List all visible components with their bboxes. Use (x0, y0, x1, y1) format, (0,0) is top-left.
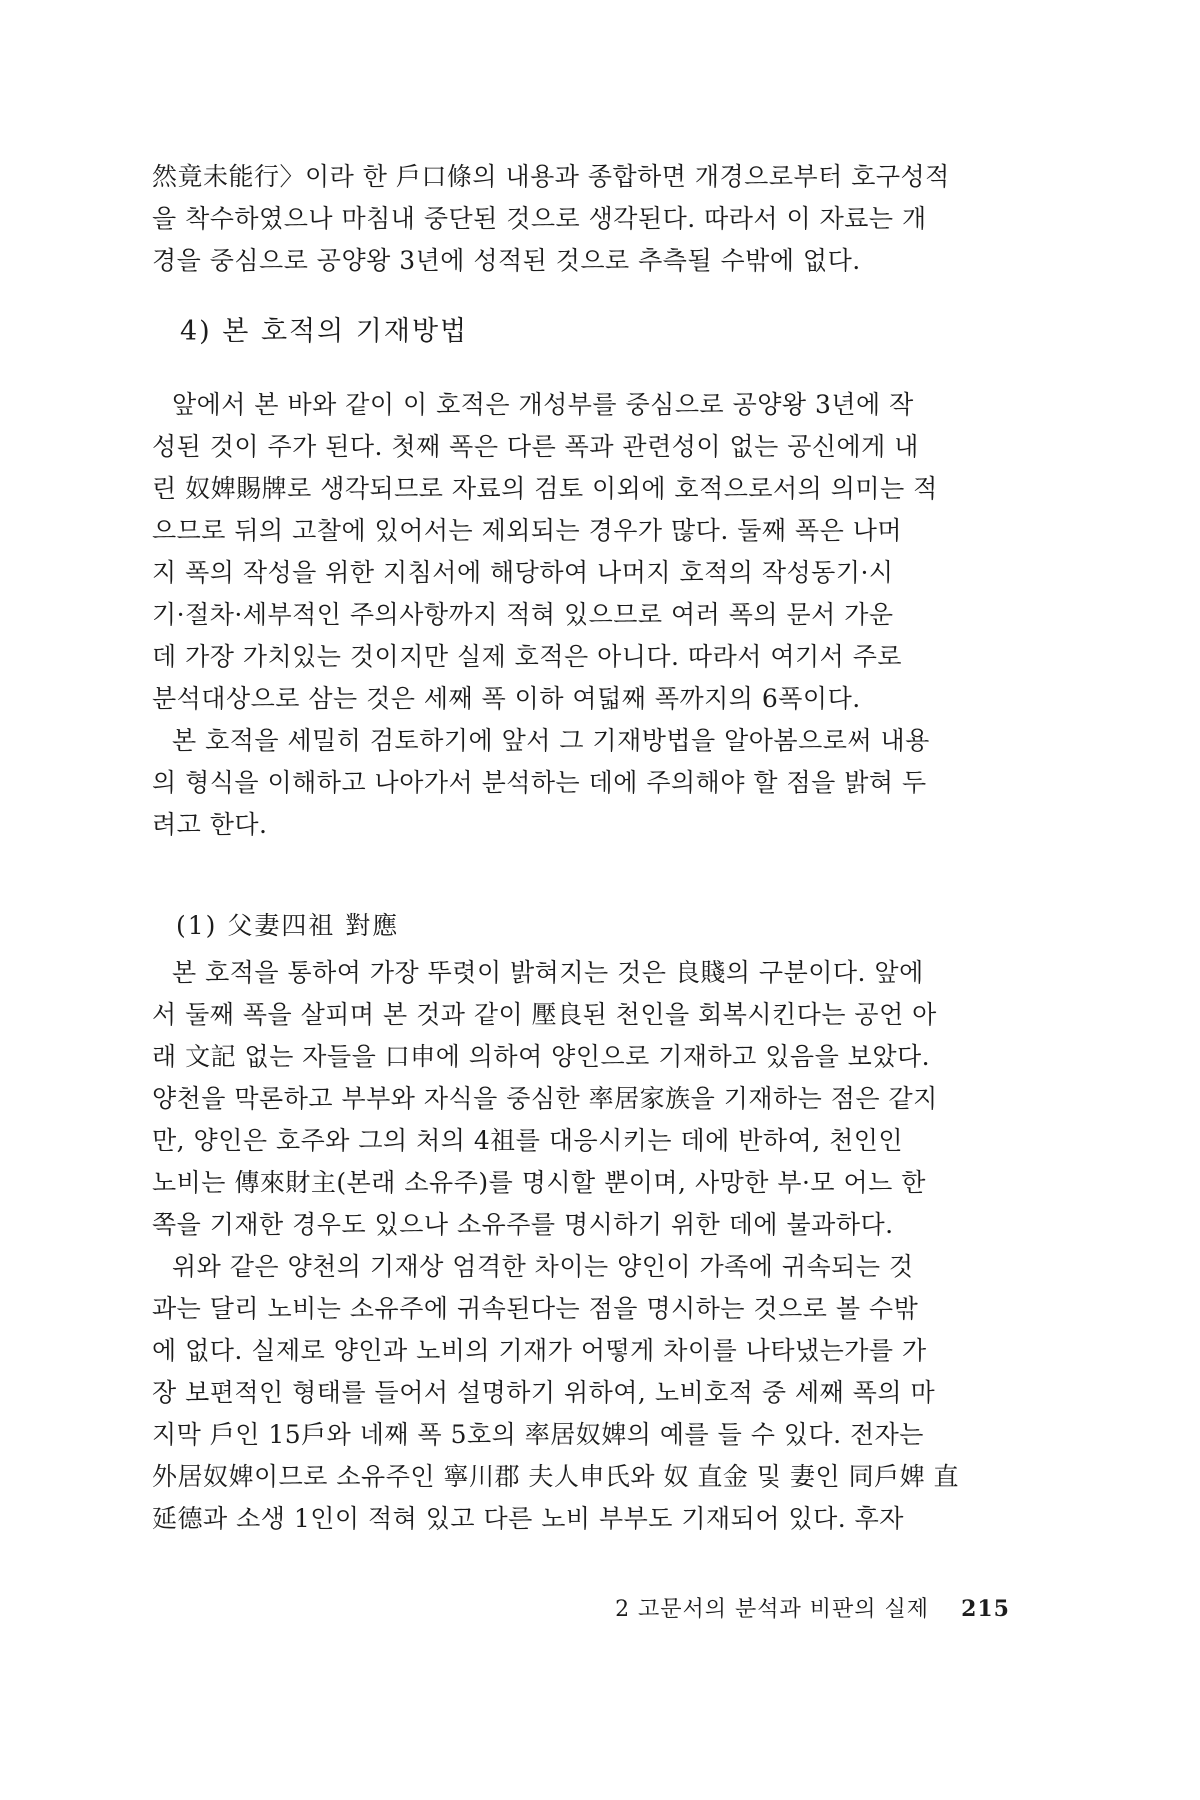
text-line: 려고 한다. (152, 810, 268, 839)
text-line: 앞에서 본 바와 같이 이 호적은 개성부를 중심으로 공양왕 3년에 작 (172, 390, 914, 419)
subsection-heading-block (176, 906, 1056, 946)
section-heading-block (180, 312, 1060, 352)
section-paragraph-2 (152, 720, 1032, 846)
text-line: 본 호적을 통하여 가장 뚜렷이 밝혀지는 것은 良賤의 구분이다. 앞에 (172, 958, 924, 987)
text-line: 위와 같은 양천의 기재상 엄격한 차이는 양인이 가족에 귀속되는 것 (172, 1252, 914, 1281)
text-line: 린 奴婢賜牌로 생각되므로 자료의 검토 이외에 호적으로서의 의미는 적 (152, 474, 938, 503)
text-line: 의 형식을 이해하고 나아가서 분석하는 데에 주의해야 할 점을 밝혀 두 (152, 768, 927, 797)
text-line: 延德과 소생 1인이 적혀 있고 다른 노비 부부도 기재되어 있다. 후자 (152, 1504, 904, 1533)
running-title: 2 고문서의 분석과 비판의 실제 (615, 1597, 930, 1622)
text-line: 서 둘째 폭을 살피며 본 것과 같이 壓良된 천인을 회복시킨다는 공언 아 (152, 1000, 937, 1029)
text-line: 성된 것이 주가 된다. 첫째 폭은 다른 폭과 관련성이 없는 공신에게 내 (152, 432, 919, 461)
text-line: 지 폭의 작성을 위한 지침서에 해당하여 나머지 호적의 작성동기·시 (152, 558, 894, 587)
subsection-paragraph-1 (152, 952, 1032, 1246)
continuation-paragraph (152, 156, 1032, 282)
text-line: 外居奴婢이므로 소유주인 寧川郡 夫人申氏와 奴 直金 및 妻인 同戶婢 直 (152, 1462, 960, 1491)
text-line: 래 文記 없는 자들을 口申에 의하여 양인으로 기재하고 있음을 보았다. (152, 1042, 931, 1071)
text-line: 양천을 막론하고 부부와 자식을 중심한 率居家族을 기재하는 점은 같지 (152, 1084, 938, 1113)
subsection-paragraph-2 (152, 1246, 1032, 1540)
section-paragraph-1 (152, 384, 1032, 720)
page-footer (615, 1594, 1010, 1625)
text-line: 분석대상으로 삼는 것은 세째 폭 이하 여덟째 폭까지의 6폭이다. (152, 684, 861, 713)
text-line: 기·절차·세부적인 주의사항까지 적혀 있으므로 여러 폭의 문서 가운 (152, 600, 894, 629)
text-line: 경을 중심으로 공양왕 3년에 성적된 것으로 추측될 수밖에 없다. (152, 246, 861, 275)
text-line: 노비는 傳來財主(본래 소유주)를 명시할 뿐이며, 사망한 부·모 어느 한 (152, 1168, 926, 1197)
text-line: 에 없다. 실제로 양인과 노비의 기재가 어떻게 차이를 나타냈는가를 가 (152, 1336, 927, 1365)
text-line: 으므로 뒤의 고찰에 있어서는 제외되는 경우가 많다. 둘째 폭은 나머 (152, 516, 903, 545)
text-line: 본 호적을 세밀히 검토하기에 앞서 그 기재방법을 알아봄으로써 내용 (172, 726, 930, 755)
text-line: 장 보편적인 형태를 들어서 설명하기 위하여, 노비호적 중 세째 폭의 마 (152, 1378, 936, 1407)
text-line: 쪽을 기재한 경우도 있으나 소유주를 명시하기 위한 데에 불과하다. (152, 1210, 894, 1239)
text-line: 과는 달리 노비는 소유주에 귀속된다는 점을 명시하는 것으로 볼 수밖 (152, 1294, 919, 1323)
text-line: 을 착수하였으나 마침내 중단된 것으로 생각된다. 따라서 이 자료는 개 (152, 204, 927, 233)
text-line: 데 가장 가치있는 것이지만 실제 호적은 아니다. 따라서 여기서 주로 (152, 642, 903, 671)
text-line: 지막 戶인 15戶와 네째 폭 5호의 率居奴婢의 예를 들 수 있다. 전자는 (152, 1420, 924, 1449)
page-number: 215 (961, 1596, 1010, 1622)
text-line: 然竟未能行〉이라 한 戶口條의 내용과 종합하면 개경으로부터 호구성적 (152, 162, 950, 191)
text-line: 만, 양인은 호주와 그의 처의 4祖를 대응시키는 데에 반하여, 천인인 (152, 1126, 904, 1155)
subsection-heading: (1) 父妻四祖 對應 (176, 911, 400, 940)
section-heading: 4) 본 호적의 기재방법 (180, 316, 469, 347)
